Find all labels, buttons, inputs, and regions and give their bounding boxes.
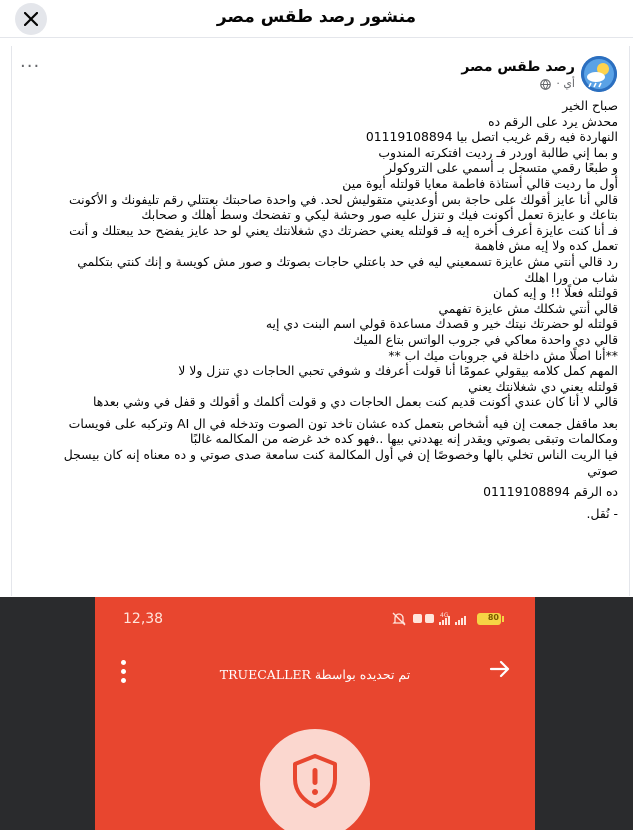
post-line: بعد ماقفل جمعت إن فيه أشخاص بتعمل كده عشان تاخد تون الصوت وتدخله في ال AI وتركبه على فويسات xyxy=(68,415,618,431)
post-meta xyxy=(540,77,575,90)
phone-number-line: ده الرقم 01119108894 xyxy=(483,484,618,500)
call-screenshot xyxy=(95,597,535,830)
post-image[interactable] xyxy=(0,597,633,830)
more-options-button[interactable]: ··· xyxy=(20,56,41,77)
post-line: قالي دي واحدة معاكي في جروب الواتس بتاع الميك xyxy=(353,331,618,347)
close-icon xyxy=(24,12,38,26)
close-button[interactable] xyxy=(15,3,47,35)
post-line: و بما إني طالبة اوردر فـ رديت افتكرته المندوب xyxy=(378,144,618,160)
dialog-title: منشور رصد طقس مصر xyxy=(216,7,417,27)
post-time[interactable]: أي · xyxy=(556,77,575,90)
post-line: المهم كمل كلامه بيقولي عمومًا أنا قولت أعرفك و شوفي تحبي الحاجات دي تنزل ولا لا xyxy=(178,363,618,379)
status-bar-icons xyxy=(391,611,521,627)
post-line: قالي لا أنا كان عندي أكونت قديم كنت بعمل الحاجات دي و قولت أكلمك و أقولك و قفل في وشي بعدها xyxy=(93,394,618,410)
post-line: قولتله يعني دي شغلانتك يعني xyxy=(468,378,618,394)
post-line: فيا الريت الناس تخلي بالها وخصوصًا إن في أول المكالمة كنت سامعة صدى صوتي و ده معناه إنه كان بيسجل xyxy=(63,447,618,463)
post-line: قولتله فعلًا !! و إيه كمان xyxy=(493,285,618,301)
post-line: صوتي xyxy=(587,462,618,478)
post-line: قالي أنا عايز أقولك على حاجة بس أوعديني متقوليش لحد. في واحدة صاحبتك بعتتلي رقم تليفونك و الأكونت xyxy=(68,191,618,207)
post-line: تعمل كده ولا إيه مش فاهمة xyxy=(474,238,618,254)
spam-badge xyxy=(260,729,370,830)
dialog-header xyxy=(0,0,633,38)
post-card xyxy=(11,46,630,596)
quoted-note: - نُقل. xyxy=(586,505,618,521)
post-line: قالي أنتي شكلك مش عايزة تفهمي xyxy=(438,300,618,316)
mute-icon xyxy=(393,613,405,625)
arrow-right-icon xyxy=(489,659,511,679)
status-clock: 12,38 xyxy=(123,611,164,627)
post-text xyxy=(22,98,618,521)
shield-alert-icon xyxy=(290,753,340,809)
battery-level: 80 xyxy=(487,613,499,622)
post-line: ومكالمات وتبقى بصوتي ويقدر إنه يهددني بيها ..فهو كده خد غرضه من المكالمه غالبًا xyxy=(190,431,618,447)
post-line: فـ أنا كنت عايزة أعرف أخره إيه فـ قولتله يعني حضرتك دي شغلانتك يعني لو حد عايز يفضح حد يبعتلك و أنت xyxy=(69,222,618,238)
post-line: أول ما رديت قالي أستاذة فاطمة معايا قولتله أيوة مين xyxy=(342,175,618,191)
post-line: صباح الخير xyxy=(562,98,618,113)
post-line: النهاردة فيه رقم غريب اتصل بيا 01119108894 xyxy=(365,129,618,145)
page-avatar[interactable] xyxy=(581,56,617,92)
post-line: قولتله لو حضرتك نيتك خير و قصدك مساعدة قولي اسم البنت دي إيه xyxy=(265,316,618,332)
svg-text:4G: 4G xyxy=(440,612,449,619)
post-line: بتاعك و عايزة تعمل أكونت فيك و تنزل عليه صور وحشة ليكي و تفضحك وسط أهلك و صحابك xyxy=(141,207,618,223)
page-name[interactable]: رصد طقس مصر xyxy=(461,59,575,75)
post-line: **أنا اصلًا مش داخلة في جروبات ميك اب ** xyxy=(388,347,618,363)
globe-icon xyxy=(540,79,551,90)
post-line: و طبعًا رقمي متسجل بـ أسمي على التروكولر xyxy=(385,160,618,176)
post-line: شاب من ورا اهلك xyxy=(524,269,618,285)
post-line: محدش يرد على الرقم ده xyxy=(488,113,618,129)
truecaller-label: تم تحديده بواسطة TRUECALLER xyxy=(219,667,411,682)
post-line: رد قالي أنتي مش عايزة تسمعيني ليه في حد باعتلي حاجات بصوتك و صور مش كويسة و إنك كنتي بتكلمي xyxy=(77,253,618,269)
post-paragraph xyxy=(22,416,618,478)
weather-logo-icon xyxy=(581,56,617,92)
